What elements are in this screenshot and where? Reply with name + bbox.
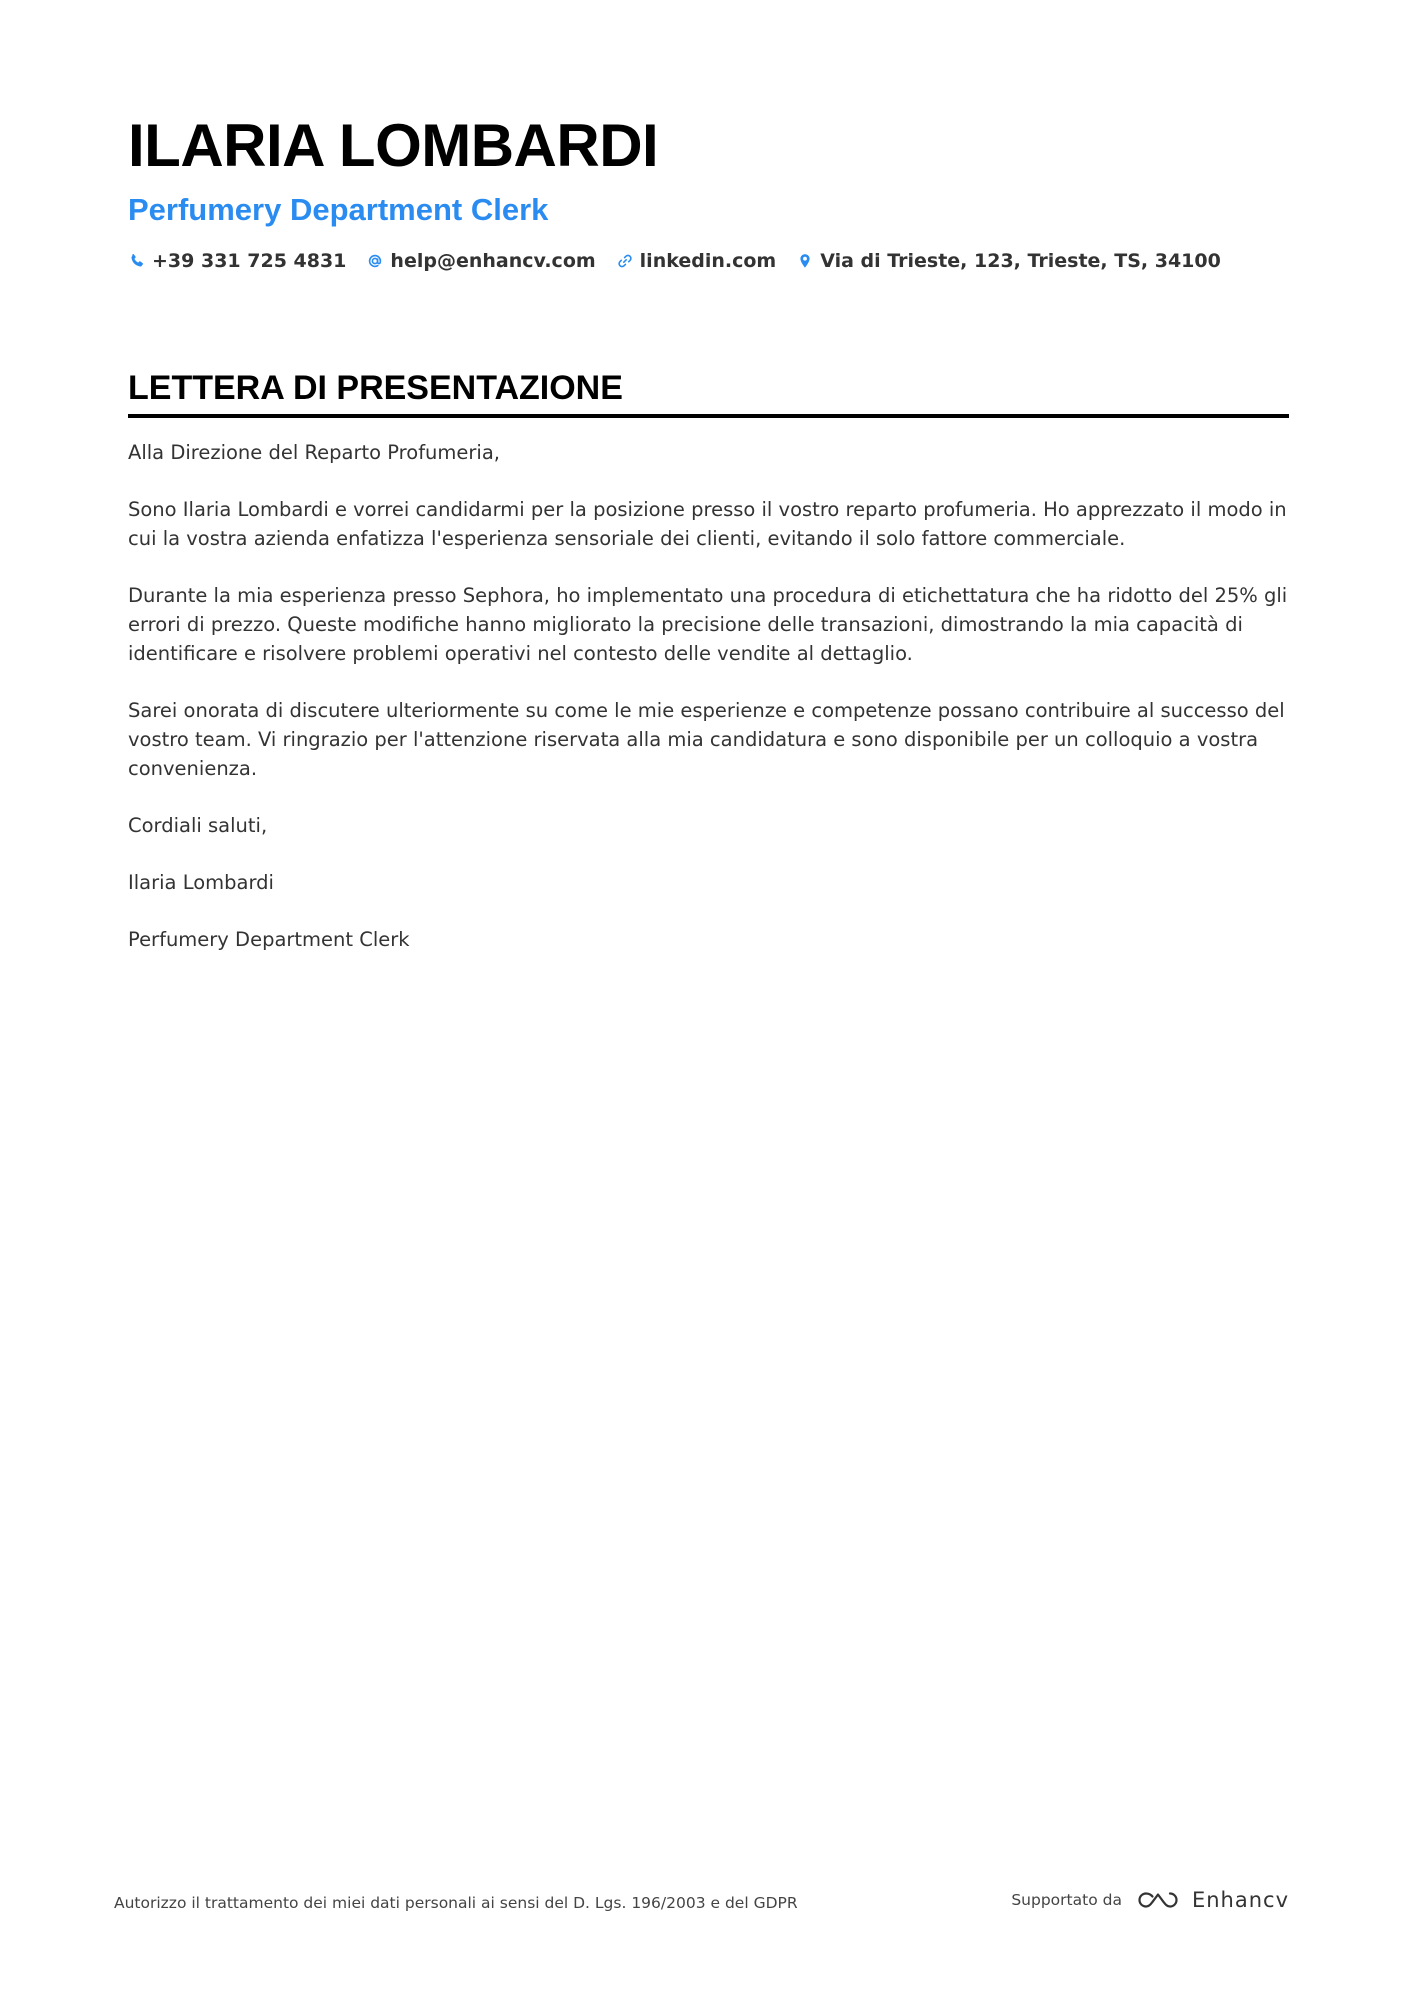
letter-paragraph: Sono Ilaria Lombardi e vorrei candidarmi per la posizione presso il vostro reparto profumeria. Ho apprezzato il modo in cui la vostra azienda enfatizza l'esperienza sensoriale dei clienti, evitando il solo fattore commerciale. (128, 498, 1287, 550)
candidate-name: ILARIA LOMBARDI (128, 112, 659, 179)
section-title: LETTERA DI PRESENTAZIONE (128, 366, 1289, 418)
letter-signature-name: Ilaria Lombardi (128, 871, 274, 894)
powered-by[interactable] (1011, 1888, 1289, 1912)
letter-salutation: Alla Direzione del Reparto Profumeria, (128, 441, 500, 464)
cover-letter-section (128, 366, 1289, 982)
letter-signature-title: Perfumery Department Clerk (128, 928, 410, 951)
letter-paragraph: Durante la mia esperienza presso Sephora, ho implementato una procedura di etichettatura che ha ridotto del 25% gli errori di prezzo. Queste modifiche hanno migliorato la precisione delle transazioni, dimostrando la mia capacità di identificare e risolvere problemi operativi nel contesto delle vendite al dettaglio. (128, 584, 1288, 665)
contact-email[interactable] (366, 250, 595, 272)
contact-row (128, 250, 1288, 272)
contact-address (796, 250, 1221, 272)
resume-header (128, 108, 1288, 272)
contact-phone (128, 250, 346, 272)
location-pin-icon (796, 252, 814, 270)
letter-body (128, 438, 1289, 954)
letter-closing: Cordiali saluti, (128, 814, 268, 837)
enhancv-logo-icon (1134, 1888, 1182, 1912)
link-icon (616, 252, 634, 270)
powered-by-label: Supportato da (1011, 1891, 1122, 1909)
letter-paragraph: Sarei onorata di discutere ulteriormente su come le mie esperienze e competenze possano contribuire al successo del vostro team. Vi ringrazio per l'attenzione riservata alla mia candidatura e sono disponibile per un colloquio a vostra convenienza. (128, 699, 1285, 780)
at-icon (366, 252, 384, 270)
privacy-note: Autorizzo il trattamento dei miei dati personali ai sensi del D. Lgs. 196/2003 e del GDPR (114, 1894, 798, 1912)
enhancv-logo-wordmark: Enhancv (1191, 1888, 1289, 1912)
candidate-role: Perfumery Department Clerk (128, 192, 549, 227)
contact-address-text: Via di Trieste, 123, Trieste, TS, 34100 (820, 250, 1221, 272)
contact-email-text: help@enhancv.com (390, 250, 596, 272)
contact-linkedin-text: linkedin.com (639, 250, 777, 272)
contact-phone-text: +39 331 725 4831 (152, 250, 347, 272)
contact-linkedin[interactable] (616, 250, 777, 272)
phone-icon (128, 252, 146, 270)
